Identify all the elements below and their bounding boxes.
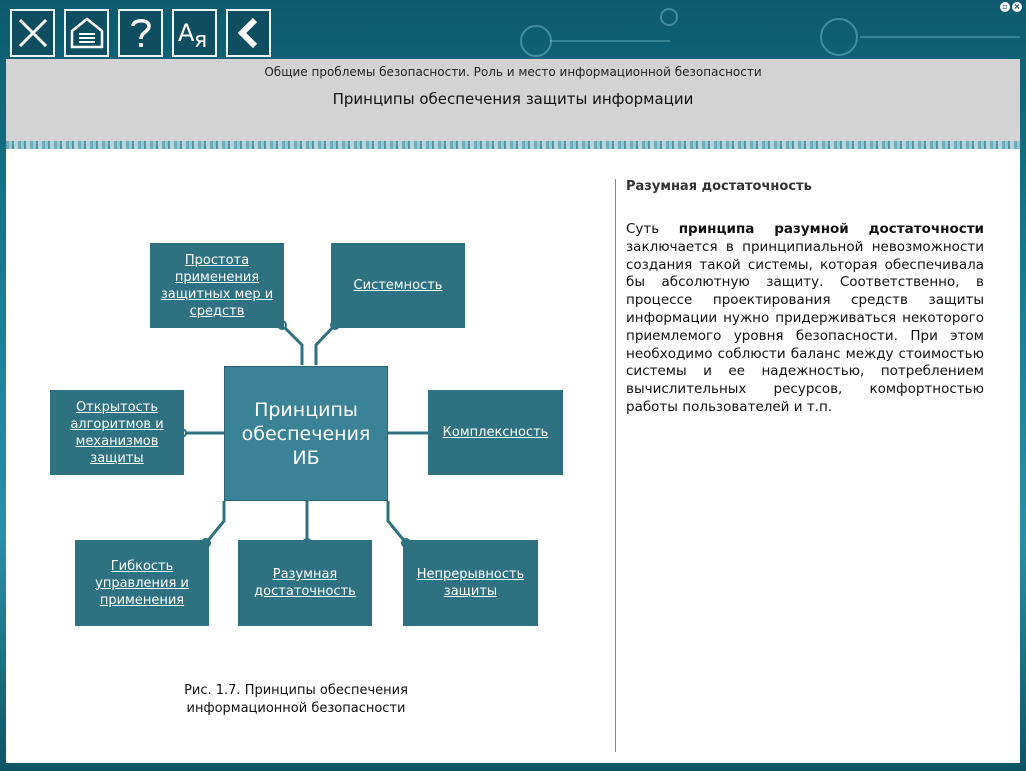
chevron-left-icon	[234, 16, 264, 50]
panel-heading: Разумная достаточность	[626, 179, 812, 194]
svg-text:я: я	[193, 28, 207, 51]
close-icon	[16, 16, 50, 50]
node-simplicity[interactable]	[150, 243, 284, 328]
svg-text:A: A	[177, 19, 194, 47]
node-sufficiency[interactable]	[238, 540, 372, 626]
header	[6, 59, 1020, 141]
node-systemic[interactable]	[331, 243, 465, 328]
node-complexity[interactable]	[428, 390, 563, 475]
content-area	[6, 149, 1020, 763]
node-complexity-label: Комплексность	[442, 425, 549, 440]
description-panel	[626, 179, 984, 417]
toolbar	[10, 9, 271, 57]
panel-text-intro: Суть	[626, 221, 679, 237]
back-button[interactable]	[226, 9, 271, 57]
close-button[interactable]	[10, 9, 55, 57]
help-button[interactable]	[118, 9, 163, 57]
figure-caption	[156, 682, 436, 718]
glossary-icon	[176, 15, 214, 51]
window-close-icon[interactable]: ×	[1013, 2, 1021, 11]
node-continuity[interactable]	[403, 540, 538, 626]
vertical-divider	[615, 179, 616, 752]
contents-icon	[69, 15, 105, 51]
contents-button[interactable]	[64, 9, 109, 57]
caption-line-1: Рис. 1.7. Принципы обеспечения	[184, 683, 408, 698]
node-sufficiency-label: Разумная достаточность	[254, 567, 356, 599]
node-simplicity-label: Простота применения защитных мер и средств	[160, 252, 274, 319]
diagram-center-node	[224, 366, 388, 501]
node-systemic-label: Системность	[353, 278, 443, 293]
question-icon	[126, 15, 156, 51]
node-flexibility[interactable]	[75, 540, 209, 626]
panel-text-bold: принципа разумной достаточности	[678, 221, 985, 237]
panel-text-rest: заключается в принципиальной невозможности создания такой системы, которая обеспечивала бы абсолютную защиту. Соответственно, в процессе проектирования средств защиты информации нужно придерживаться некоторого приемлемого уровня безопасности. При этом необходимо соблюсти баланс между стоимостью системы и ее надежностью, потреблением вычислительных ресурсов, комфортностью работы пользователей и т.п.	[626, 238, 984, 415]
restore-icon[interactable]: ▫	[1000, 2, 1010, 12]
page-title: Принципы обеспечения защиты информации	[332, 90, 694, 108]
center-node-label: Принципы обеспечения ИБ	[241, 398, 371, 469]
section-subtitle: Общие проблемы безопасности. Роль и место информационной безопасности	[264, 65, 762, 79]
principles-diagram	[6, 149, 606, 763]
panel-text	[626, 221, 984, 417]
node-openness-label: Открытость алгоритмов и механизмов защиты	[70, 399, 164, 466]
node-flexibility-label: Гибкость управления и применения	[95, 558, 189, 608]
window-controls	[1000, 2, 1022, 12]
header-strip	[6, 141, 1020, 149]
caption-line-2: информационной безопасности	[186, 701, 406, 716]
glossary-button[interactable]	[172, 9, 217, 57]
node-continuity-label: Непрерывность защиты	[416, 567, 525, 599]
node-openness[interactable]	[50, 390, 184, 475]
